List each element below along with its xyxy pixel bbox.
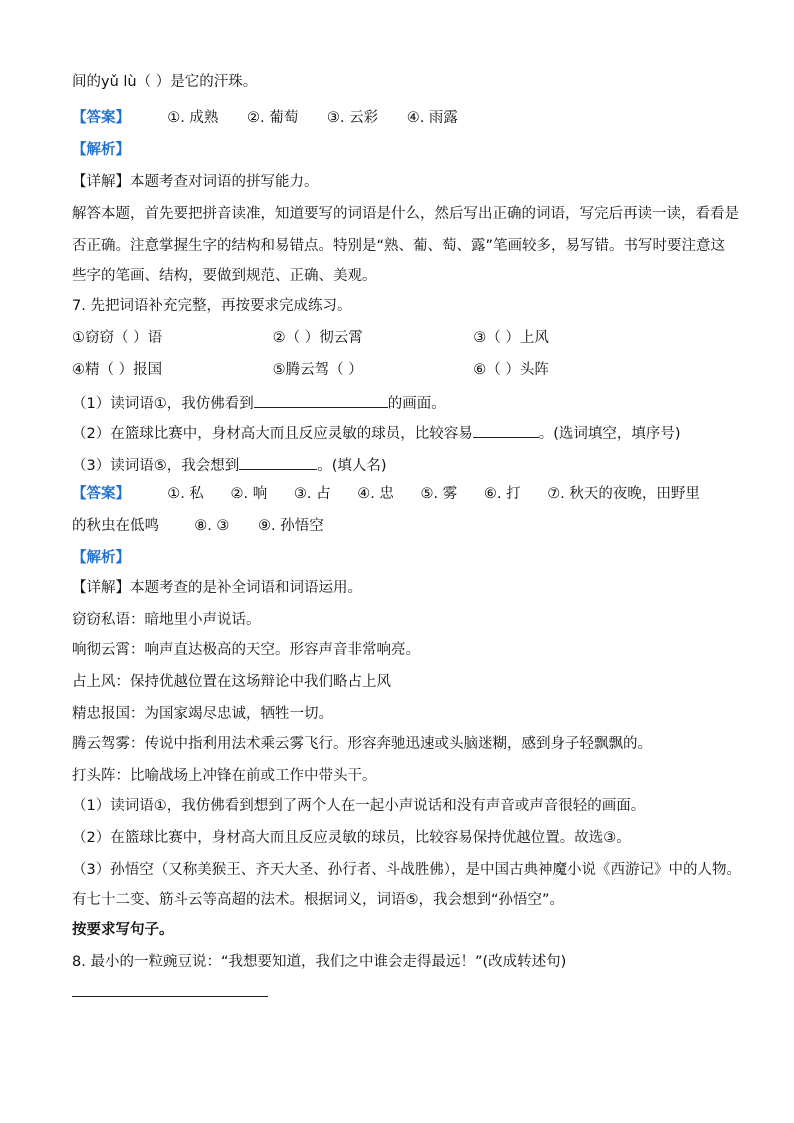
answer-tag: 【答案】: [72, 486, 130, 502]
word-item: ⑤腾云驾（ ）: [272, 362, 363, 378]
answer-item: ⑦. 秋天的夜晚，田野里: [547, 486, 700, 502]
definition-line: 精忠报国：为国家竭尽忠诚，牺牲一切。: [72, 706, 333, 722]
q6-answer-row: [72, 108, 734, 128]
answer-blank[interactable]: [254, 392, 388, 408]
word-item: ①窃窃（ ）语: [72, 330, 163, 346]
q7-answer-row: [72, 484, 734, 504]
section-title: 按要求写句子。: [72, 922, 174, 938]
definition-line: 腾云驾雾：传说中指利用法术乘云雾飞行。形容奔驰迅速或头脑迷糊，感到身子轻飘飘的。: [72, 736, 652, 752]
q7-sub-question-2: [72, 422, 734, 444]
text-line: 否正确。注意掌握生字的结构和易错点。特别是“熟、葡、萄、露”笔画较多，易写错。书写时要注意这: [72, 238, 726, 254]
answer-line[interactable]: [72, 996, 268, 997]
answer-item: ③. 占: [293, 486, 331, 502]
answer-tag: 【答案】: [72, 110, 130, 126]
q7-word-row-1: [72, 328, 734, 348]
q7-answer-row-2: [72, 516, 734, 536]
text-line: 些字的笔画、结构，要做到规范、正确、美观。: [72, 268, 377, 284]
answer-item: ②. 葡萄: [247, 110, 299, 126]
word-item: ②（ ）彻云霄: [272, 330, 363, 346]
detail-heading: 【详解】本题考查的是补全词语和词语运用。: [72, 580, 362, 596]
text-span: 。(选词填空，填序号): [538, 426, 681, 442]
text-span: （1）读词语①，我仿佛看到: [72, 396, 254, 412]
answer-item: ②. 响: [230, 486, 268, 502]
definition-line: 响彻云霄：响声直达极高的天空。形容声音非常响亮。: [72, 642, 420, 658]
text-span: （3）读词语⑤，我会想到: [72, 458, 240, 474]
definition-line: 打头阵：比喻战场上冲锋在前或工作中带头干。: [72, 768, 377, 784]
definition-line: 占上风：保持优越位置在这场辩论中我们略占上风: [72, 674, 391, 690]
answer-item: ⑥. 打: [483, 486, 521, 502]
detail-heading: 【详解】本题考查对词语的拼写能力。: [72, 174, 319, 190]
answer-item: ⑤. 雾: [420, 486, 458, 502]
q7-sub-question-3: [72, 454, 734, 476]
text-line: 解答本题，首先要把拼音读准，知道要写的词语是什么，然后写出正确的词语，写完后再读一读，看看是: [72, 206, 739, 222]
explanation-line: （3）孙悟空（又称美猴王、齐天大圣、孙行者、斗战胜佛），是中国古典神魔小说《西游记》中的人物。: [72, 862, 741, 878]
text-span: 的秋虫在低鸣: [72, 518, 159, 534]
answer-item: ④. 忠: [357, 486, 394, 502]
answer-item: ③. 云彩: [326, 110, 379, 126]
answer-item: ①. 私: [167, 486, 204, 502]
answer-blank[interactable]: [473, 422, 539, 438]
text-span: 的画面。: [387, 396, 446, 412]
word-item: ④精（ ）报国: [72, 362, 163, 378]
analysis-tag: 【解析】: [72, 550, 130, 566]
text-span: 。(填人名): [317, 458, 387, 474]
question-8: 8. 最小的一粒豌豆说：“我想要知道，我们之中谁会走得最远！”(改成转述句): [72, 954, 567, 970]
text-span: （2）在篮球比赛中，身材高大而且反应灵敏的球员，比较容易: [72, 426, 473, 442]
question-7-title: 7. 先把词语补充完整，再按要求完成练习。: [72, 298, 352, 314]
word-item: ③（ ）上风: [473, 330, 549, 346]
answer-item: ④. 雨露: [406, 110, 458, 126]
text-line: 间的yǔ lù（ ）是它的汗珠。: [72, 74, 258, 90]
explanation-line: （1）读词语①，我仿佛看到想到了两个人在一起小声说话和没有声音或声音很轻的画面。: [72, 798, 646, 814]
word-item: ⑥（ ）头阵: [473, 362, 549, 378]
q7-word-row-2: [72, 360, 734, 380]
definition-line: 窃窃私语：暗地里小声说话。: [72, 612, 261, 628]
explanation-line: （2）在篮球比赛中，身材高大而且反应灵敏的球员，比较容易保持优越位置。故选③。: [72, 830, 631, 846]
answer-blank[interactable]: [239, 454, 317, 470]
q7-sub-question-1: [72, 392, 734, 414]
answer-item: ⑨. 孙悟空: [258, 518, 324, 534]
analysis-tag: 【解析】: [72, 142, 130, 158]
answer-item: ⑧. ③: [194, 518, 230, 534]
answer-item: ①. 成熟: [167, 110, 219, 126]
explanation-line: 有七十二变、筋斗云等高超的法术。根据词义，词语⑤，我会想到“孙悟空”。: [72, 892, 565, 908]
